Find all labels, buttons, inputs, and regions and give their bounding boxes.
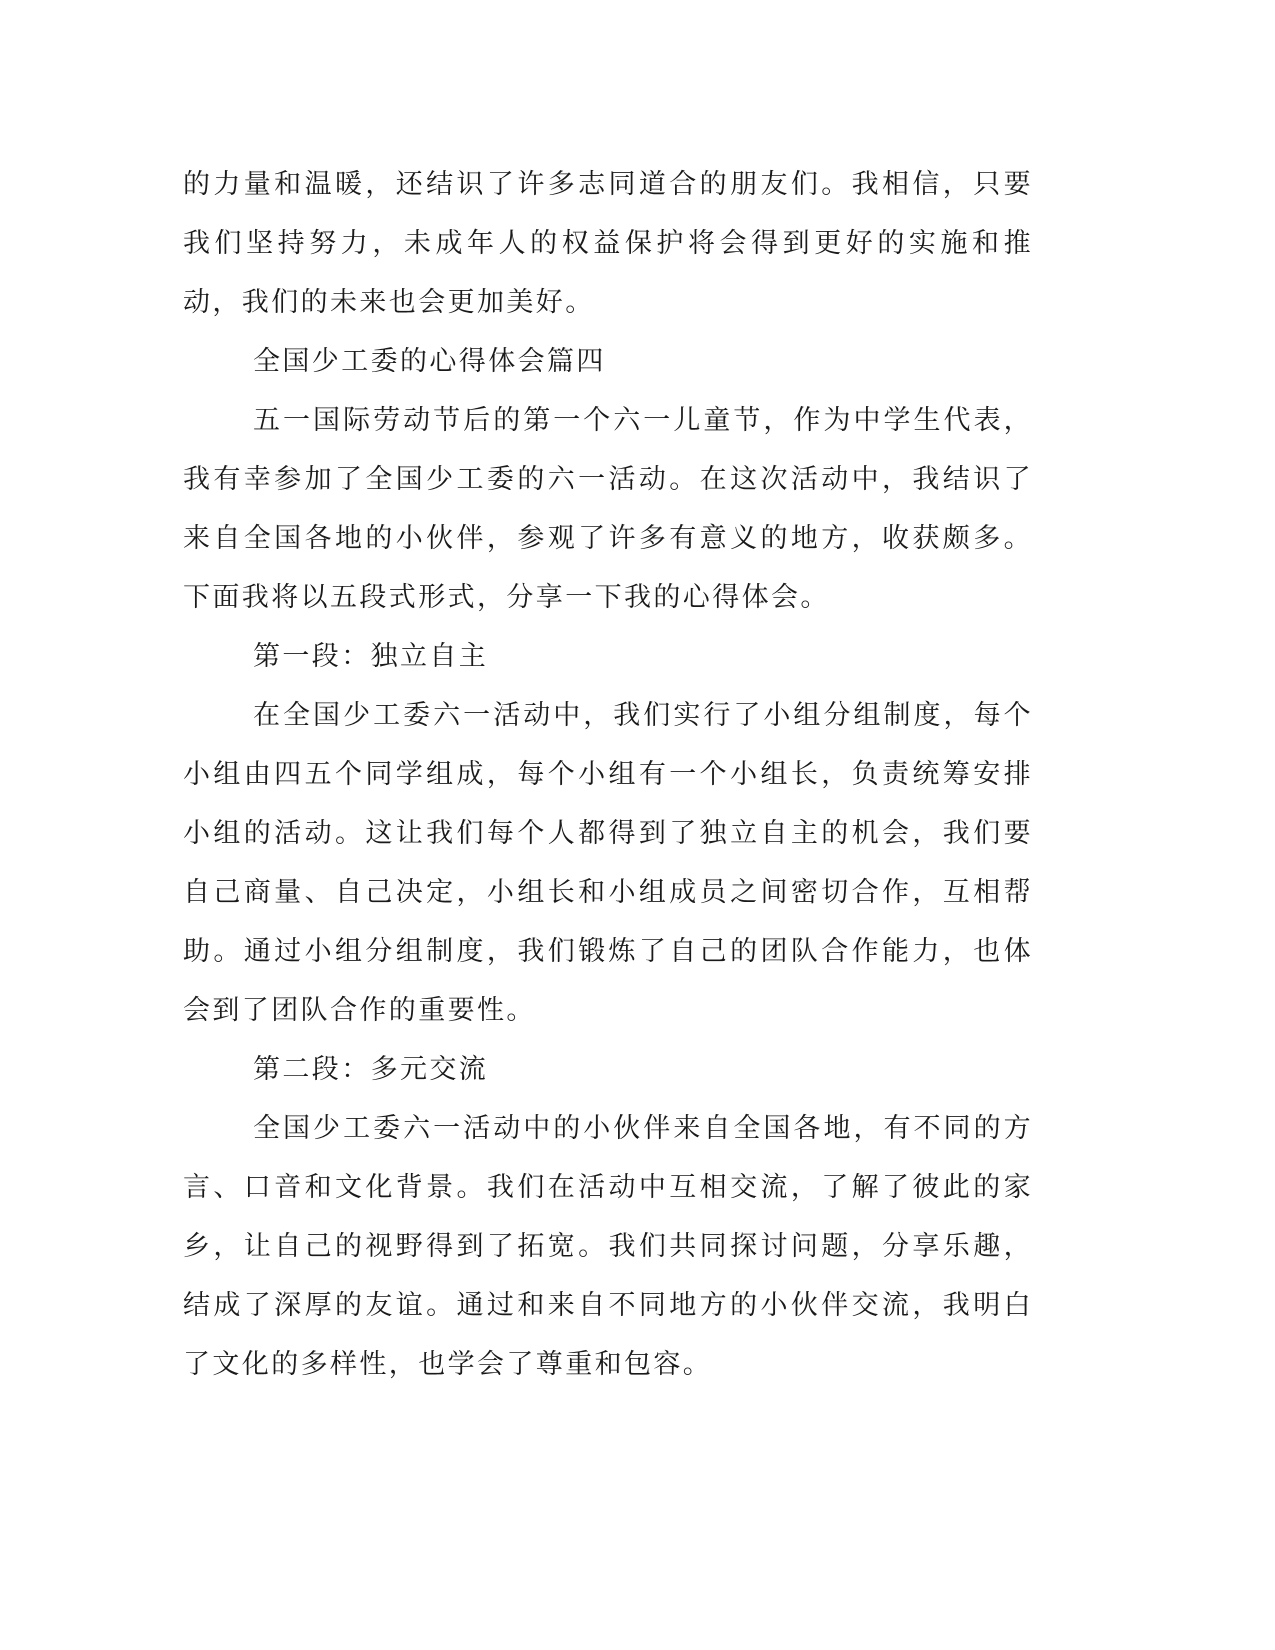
paragraph-part-one: 在全国少工委六一活动中，我们实行了小组分组制度，每个小组由四五个同学组成，每个小组有一个小组长，负责统筹安排小组的活动。这让我们每个人都得到了独立自主的机会，我们要自己商量、自己决定，小组长和小组成员之间密切合作，互相帮助。通过小组分组制度，我们锻炼了自己的团队合作能力，也体会到了团队合作的重要性。 <box>183 700 1033 1026</box>
subheading-part-two: 第二段：多元交流 <box>253 1054 489 1085</box>
subheading-part-one: 第一段：独立自主 <box>253 641 489 672</box>
document-body <box>183 155 1033 1394</box>
paragraph-intro: 五一国际劳动节后的第一个六一儿童节，作为中学生代表，我有幸参加了全国少工委的六一活动。在这次活动中，我结识了来自全国各地的小伙伴，参观了许多有意义的地方，收获颇多。下面我将以五段式形式，分享一下我的心得体会。 <box>183 405 1033 613</box>
paragraph-part-two: 全国少工委六一活动中的小伙伴来自全国各地，有不同的方言、口音和文化背景。我们在活动中互相交流，了解了彼此的家乡，让自己的视野得到了拓宽。我们共同探讨问题，分享乐趣，结成了深厚的友谊。通过和来自不同地方的小伙伴交流，我明白了文化的多样性，也学会了尊重和包容。 <box>183 1113 1033 1380</box>
section-heading: 全国少工委的心得体会篇四 <box>253 346 606 377</box>
paragraph-continuation: 的力量和温暖，还结识了许多志同道合的朋友们。我相信，只要我们坚持努力，未成年人的权益保护将会得到更好的实施和推动，我们的未来也会更加美好。 <box>183 169 1033 318</box>
